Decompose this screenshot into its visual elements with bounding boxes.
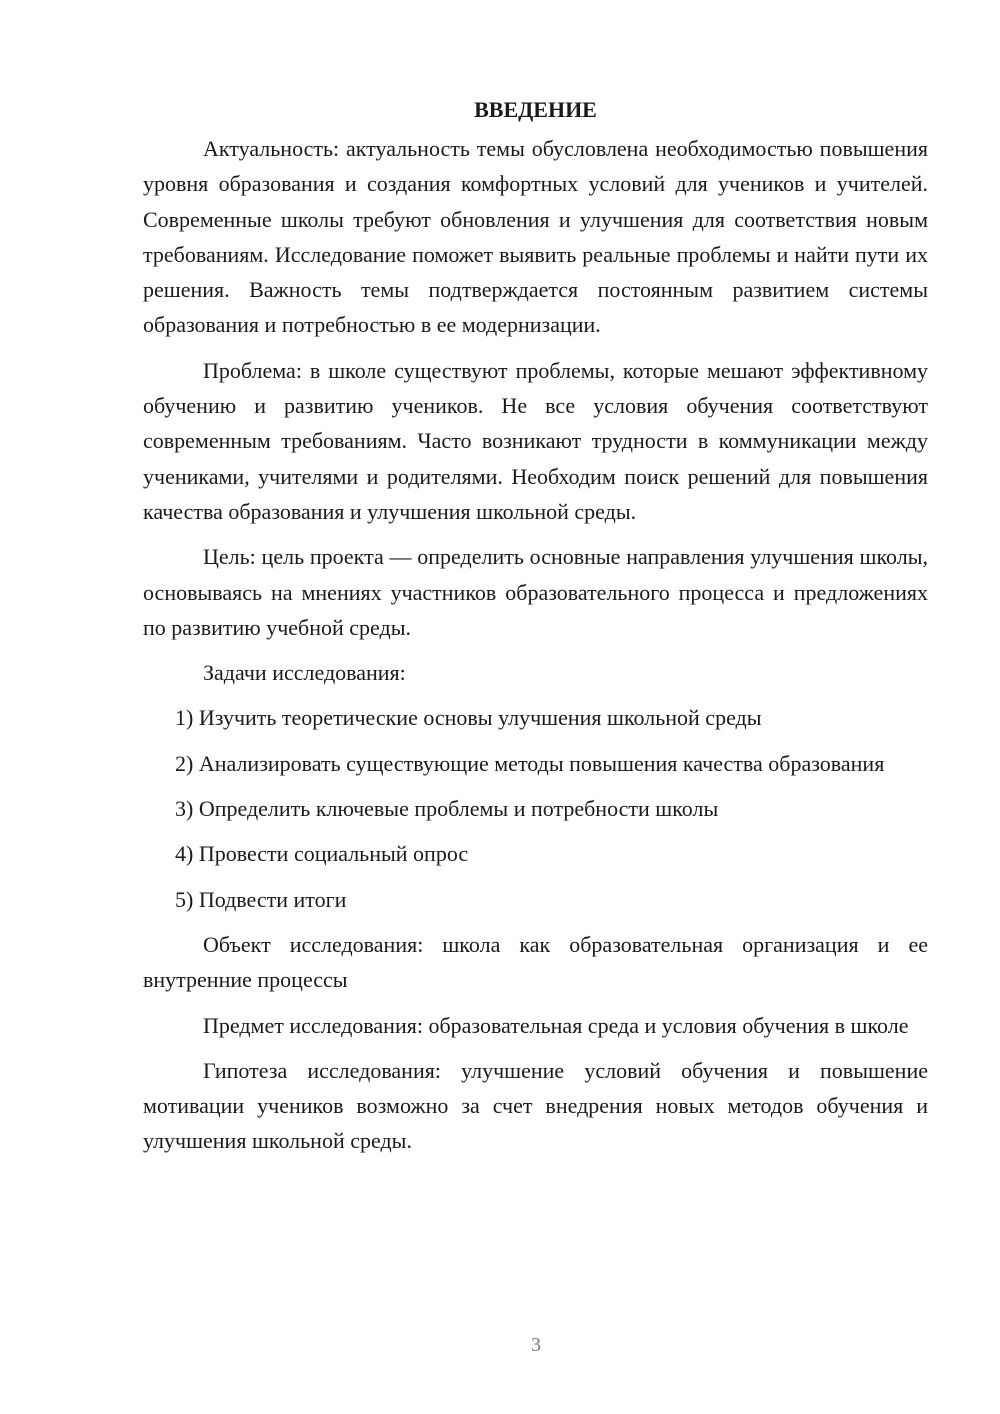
paragraph-hypothesis: Гипотеза исследования: улучшение условий обучения и повышение мотивации учеников возможно за счет внедрения новых методов обучения и улучшения школьной среды. [143,1057,928,1154]
page-content [143,92,928,1159]
paragraph-problem: Проблема: в школе существуют проблемы, которые мешают эффективному обучению и развитию учеников. Не все условия обучения соответствуют современным требованиям. Часто возникают трудности в коммуникации между учениками, учителями и родителями. Необходим поиск решений для повышения качества образования и улучшения школьной среды. [143,357,928,524]
tasks-heading: Задачи исследования: [203,660,406,686]
paragraph-relevance: Актуальность: актуальность темы обусловлена необходимостью повышения уровня образования и создания комфортных условий для учеников и учителей. Современные школы требуют обновления и улучшения для соответствия новым требованиям. Исследование поможет выявить реальные проблемы и найти пути их решения. Важность темы подтверждается постоянным развитием системы образования и потребностью в ее модернизации. [143,136,928,338]
section-title: ВВЕДЕНИЕ [474,97,597,122]
page-number: 3 [531,1334,541,1356]
list-item: 3) Определить ключевые проблемы и потребности школы [175,796,719,822]
paragraph-object: Объект исследования: школа как образовательная организация и ее внутренние процессы [143,931,928,993]
list-item: 5) Подвести итоги [175,886,347,912]
list-item: 1) Изучить теоретические основы улучшения школьной среды [175,705,762,731]
list-item: 2) Анализировать существующие методы повышения качества образования [175,750,885,776]
paragraph-subject: Предмет исследования: образовательная среда и условия обучения в школе [203,1012,909,1038]
tasks-list [143,700,928,916]
paragraph-goal: Цель: цель проекта — определить основные направления улучшения школы, основываясь на мнениях участников образовательного процесса и предложениях по развитию учебной среды. [143,544,928,640]
list-item: 4) Провести социальный опрос [175,841,469,867]
